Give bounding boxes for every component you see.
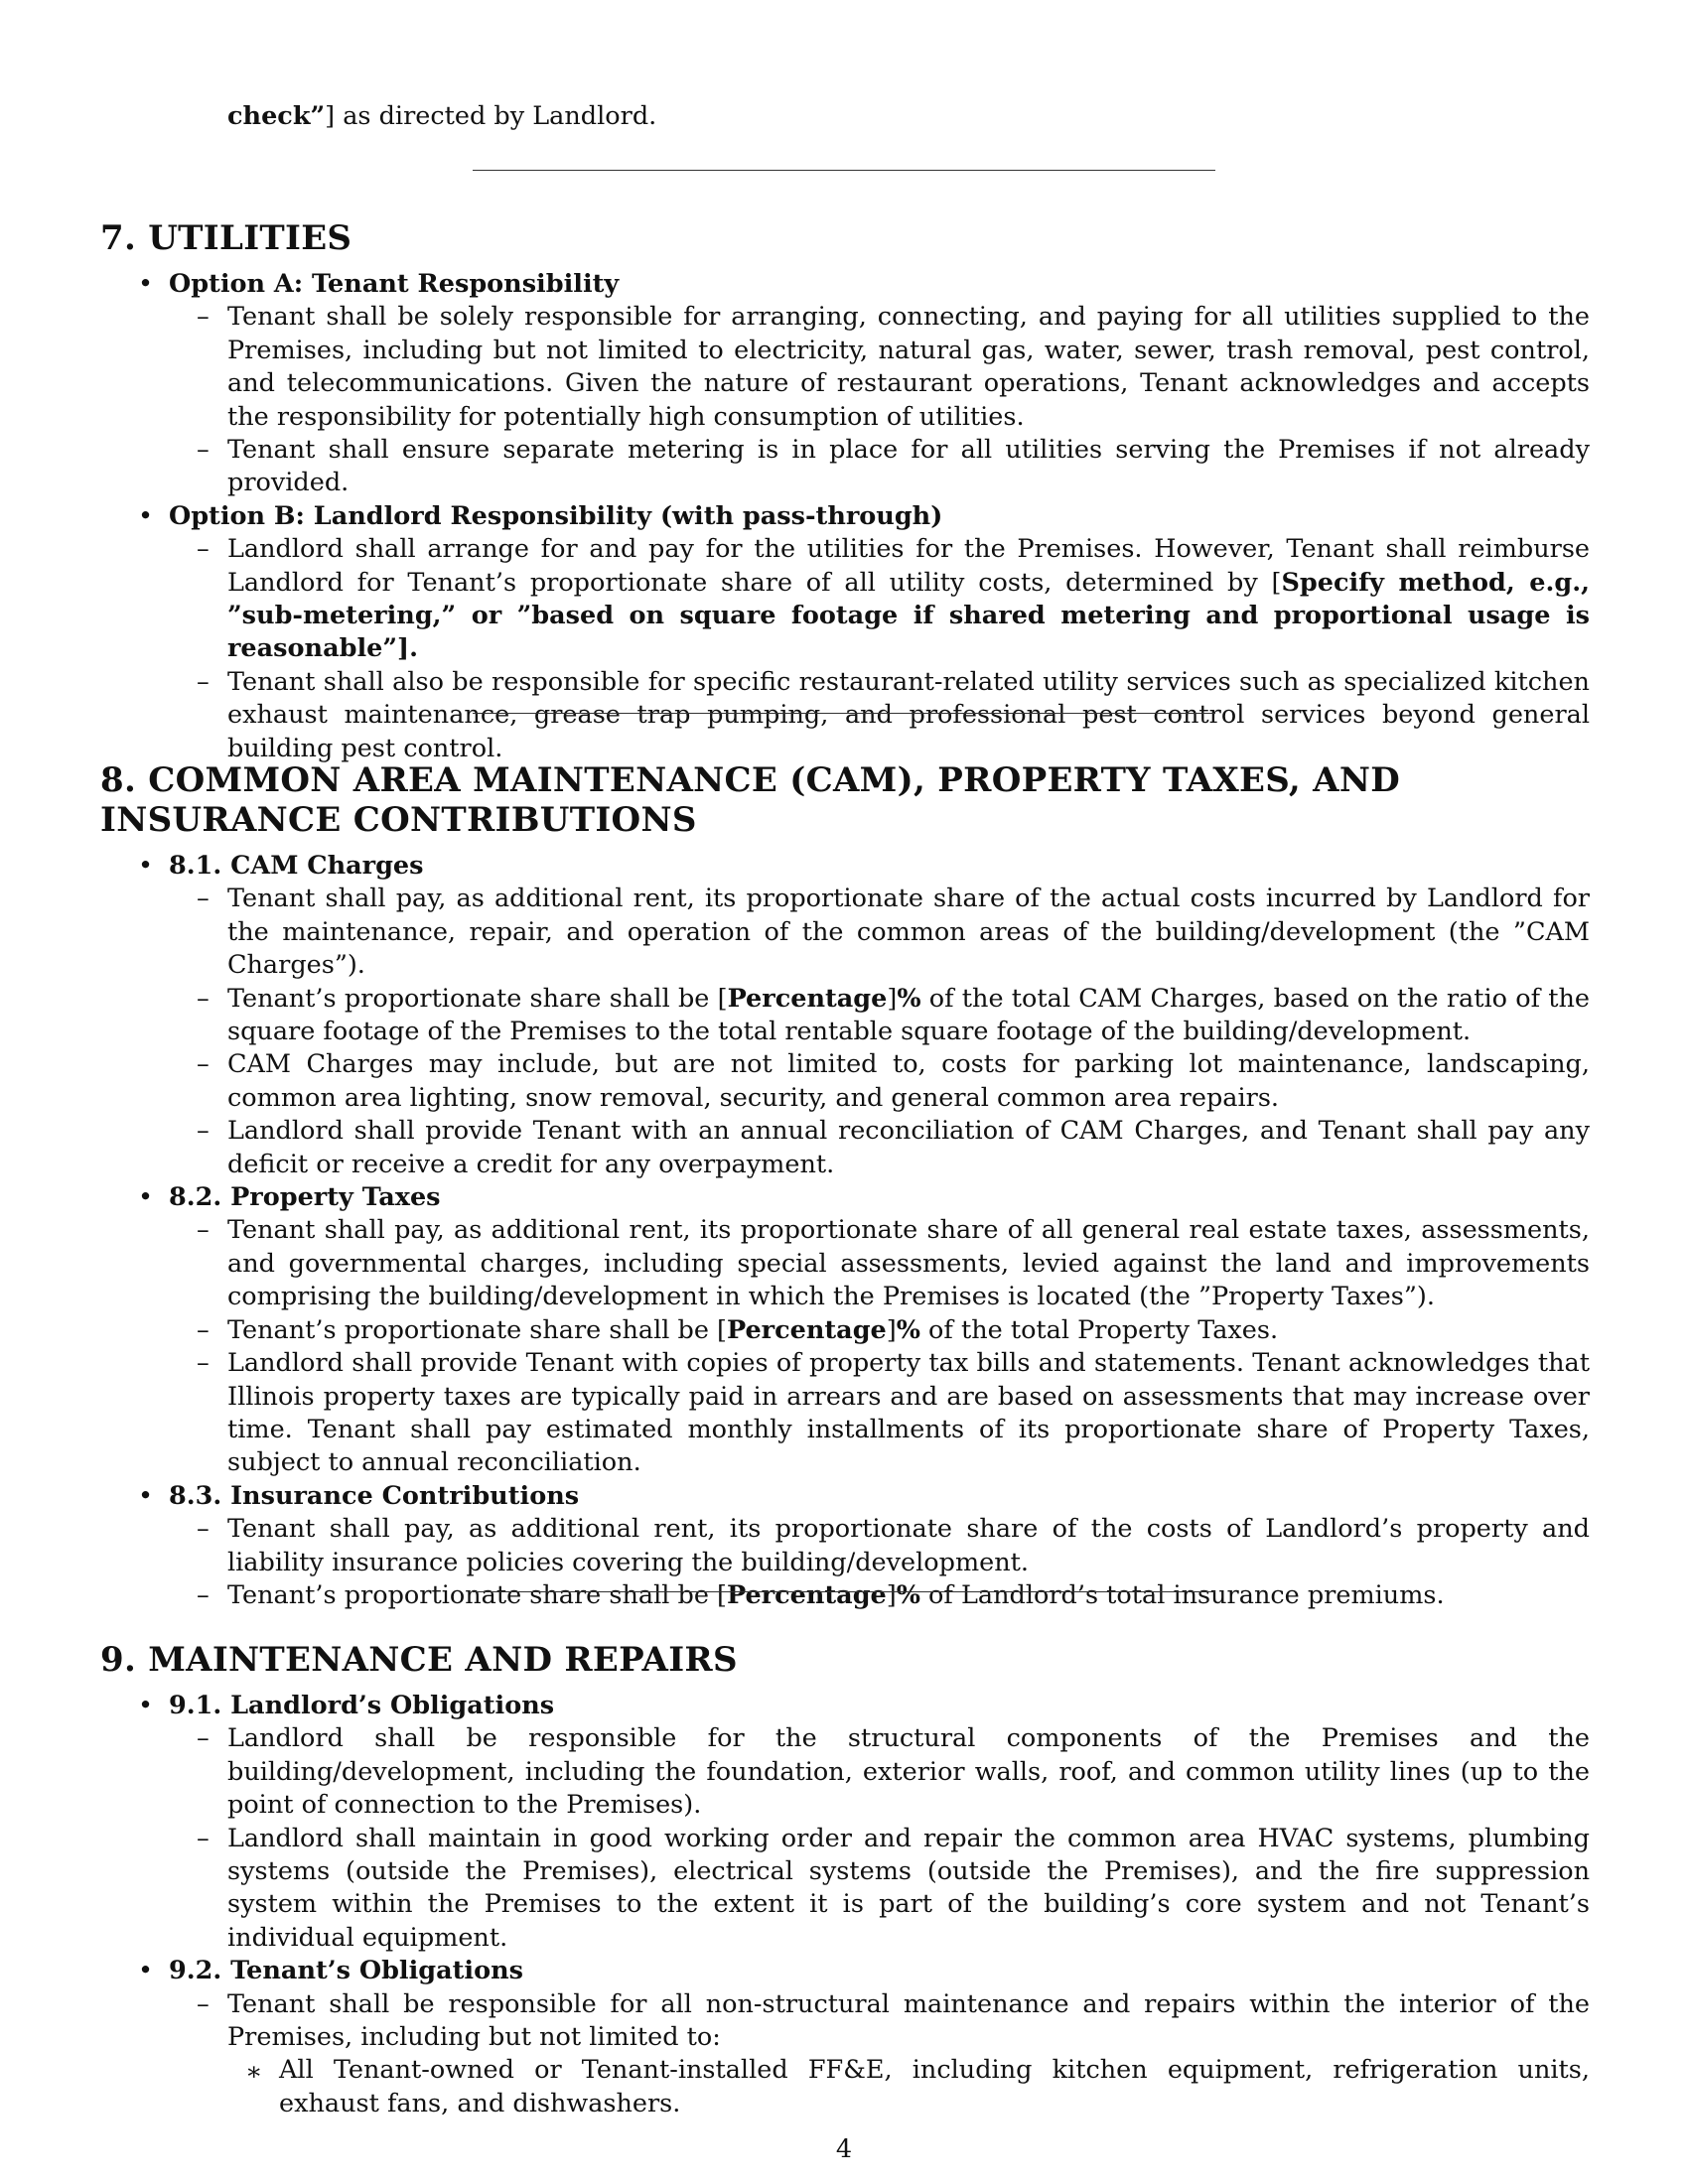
sub-list-item [169,533,1590,666]
sub-list-item [169,1314,1590,1347]
bullet-icon: • [138,1691,154,1720]
dash-icon: – [197,666,210,697]
percent-sign: % [896,1314,920,1345]
dash-icon: – [197,435,210,466]
paragraph: Landlord shall provide Tenant with an annual reconciliation of CAM Charges, and Tenant shall pay any deficit or receive a credit for any overpayment. [227,1116,1590,1179]
section-9 [100,1640,1590,2120]
paragraph: Landlord shall arrange for and pay for the utilities for the Premises. However, Tenant shall reimburse Landlord for Tenant’s proportionate share of all utility costs, determined by [ [227,534,1590,598]
sub-list [169,1722,1590,1955]
sub-list-item [169,434,1590,500]
list-item [100,1181,1590,1480]
paragraph: Tenant’s proportionate share shall be [ [227,983,728,1014]
paragraph: Tenant shall also be responsible for specific restaurant-related utility services such as specialized kitchen exhaust maintenance, grease trap pumping, and professional pest control services beyond general building pest control. [227,666,1590,763]
option-a-heading: Option A: Tenant Responsibility [169,269,620,299]
asterisk-icon: ∗ [245,2057,263,2088]
placeholder-text: Percentage [726,1579,887,1610]
section-divider [473,713,1215,714]
bracket-text: ] [886,1579,897,1610]
dash-icon: – [197,1988,210,2019]
landlord-obligations-heading: 9.1. Landlord’s Obligations [169,1691,555,1720]
insurance-heading: 8.3. Insurance Contributions [169,1480,580,1511]
placeholder-text: Percentage [727,983,888,1014]
list-item [100,268,1590,500]
paragraph: CAM Charges may include, but are not limited to, costs for parking lot maintenance, landscaping, common area lighting, snow removal, security, and general common area repairs. [227,1049,1590,1113]
paragraph: Tenant shall be responsible for all non-structural maintenance and repairs within the interior of the Premises, including but not limited to: [227,1988,1590,2053]
bullet-icon: • [138,269,154,299]
sub-sub-list-item [227,2054,1590,2120]
dash-icon: – [197,1348,210,1379]
sub-list [169,1988,1590,2121]
dash-icon: – [197,1823,210,1853]
sub-list-item [169,1823,1590,1956]
list-item [100,1955,1590,2120]
section-8-title: 8. COMMON AREA MAINTENANCE (CAM), PROPERTY TAXES, AND INSURANCE CONTRIBUTIONS [100,760,1401,840]
carryover-bold: check” [227,101,326,131]
sub-list-item [169,1347,1590,1480]
sub-list-item [169,1214,1590,1313]
paragraph: Tenant shall be solely responsible for arranging, connecting, and paying for all utilities supplied to the Premises, including but not limited to electricity, natural gas, water, sewer, trash removal, pest control, and telecommunications. Given the nature of restaurant operations, Tenant acknowledges and accepts the responsibility for potentially high consumption of utilities. [227,302,1590,432]
dash-icon: – [197,1049,210,1080]
placeholder-text: Specify method, e.g., ”sub-metering,” or ”based on square footage if shared metering and proportional usage is reasonable”]. [227,567,1590,664]
section-9-list [100,1690,1590,2120]
paragraph-end: of Landlord’s total insurance premiums. [919,1579,1445,1610]
paragraph-end: of the total CAM Charges, based on the ratio of the square footage of the Premises to the total rentable square footage of the building/development. [227,983,1590,1047]
dash-icon: – [197,1314,210,1345]
sub-list [169,1214,1590,1479]
sub-list-item [169,1579,1590,1612]
paragraph: Tenant’s proportionate share shall be [ [227,1579,727,1610]
section-divider [473,170,1215,171]
dash-icon: – [197,1514,210,1545]
sub-list-item [169,1048,1590,1115]
list-item [100,1480,1590,1613]
bracket-text: ] [887,983,898,1014]
sub-list [169,301,1590,499]
list-item [100,500,1590,765]
paragraph: Tenant shall pay, as additional rent, its proportionate share of all general real estate taxes, assessments, and governmental charges, including special assessments, levied against the land and improvements comprising the building/development in which the Premises is located (the ”Property Taxes”). [227,1215,1590,1312]
dash-icon: – [197,983,210,1014]
carryover-line [227,99,656,133]
cam-charges-heading: 8.1. CAM Charges [169,851,424,881]
sub-list-item [169,1115,1590,1181]
paragraph-end: of the total Property Taxes. [919,1314,1279,1345]
sub-sub-list [227,2054,1590,2120]
dash-icon: – [197,1579,210,1610]
tenant-obligations-heading: 9.2. Tenant’s Obligations [169,1956,524,1986]
paragraph: Tenant’s proportionate share shall be [ [227,1314,727,1345]
dash-icon: – [197,1723,210,1754]
dash-icon: – [197,884,210,914]
dash-icon: – [197,302,210,333]
paragraph: Landlord shall be responsible for the structural components of the Premises and the building/development, including the foundation, exterior walls, roof, and common utility lines (up to the point of connection to the Premises). [227,1723,1590,1821]
paragraph: Tenant shall pay, as additional rent, its proportionate share of the costs of Landlord’s property and liability insurance policies covering the building/development. [227,1514,1590,1577]
sub-list-item [169,1513,1590,1579]
placeholder-text: Percentage [726,1314,887,1345]
sub-list [169,1513,1590,1612]
sub-list-item [169,1988,1590,2121]
bracket-text: ] [886,1314,897,1345]
section-7-list [100,268,1590,765]
dash-icon: – [197,534,210,565]
list-item [100,1690,1590,1955]
sub-list-item [169,1722,1590,1822]
paragraph: Landlord shall provide Tenant with copies of property tax bills and statements. Tenant acknowledges that Illinois property taxes are typically paid in arrears and are based on assessments that may increase over time. Tenant shall pay estimated monthly installments of its proportionate share of Property Taxes, subject to annual reconciliation. [227,1348,1590,1478]
list-item [100,850,1590,1181]
sub-list-item [169,883,1590,982]
paragraph: Tenant shall ensure separate metering is in place for all utilities serving the Premises if not already provided. [227,435,1590,498]
bullet-icon: • [138,1956,154,1986]
paragraph: Landlord shall maintain in good working order and repair the common area HVAC systems, plumbing systems (outside the Premises), electrical systems (outside the Premises), and the fire suppression system within the Premises to the extent it is part of the building’s core system and not Tenant’s individual equipment. [227,1823,1590,1953]
sub-list [169,533,1590,765]
bullet-icon: • [138,1182,154,1213]
dash-icon: – [197,1215,210,1246]
sub-list-item [169,666,1590,765]
bullet-icon: • [138,1480,154,1511]
percent-sign: % [897,983,921,1014]
section-7 [100,218,1590,765]
paragraph: All Tenant-owned or Tenant-installed FF&E, including kitchen equipment, refrigeration units, exhaust fans, and dishwashers. [279,2055,1590,2118]
section-8 [100,760,1590,1612]
bullet-icon: • [138,500,154,531]
section-7-title: 7. UTILITIES [100,218,352,258]
dash-icon: – [197,1116,210,1147]
carryover-text: ] as directed by Landlord. [325,101,657,131]
section-divider [473,1591,1215,1592]
percent-sign: % [896,1579,920,1610]
sub-list [169,883,1590,1181]
section-9-title: 9. MAINTENANCE AND REPAIRS [100,1640,738,1680]
paragraph: Tenant shall pay, as additional rent, its proportionate share of the actual costs incurred by Landlord for the maintenance, repair, and operation of the common areas of the building/development (the ”CAM Charges”). [227,884,1590,981]
sub-list-item [169,301,1590,434]
property-taxes-heading: 8.2. Property Taxes [169,1182,441,1213]
sub-list-item [169,983,1590,1049]
option-b-heading: Option B: Landlord Responsibility (with pass-through) [169,500,943,531]
page-number: 4 [835,2134,853,2164]
section-8-list [100,850,1590,1612]
bullet-icon: • [138,851,154,881]
